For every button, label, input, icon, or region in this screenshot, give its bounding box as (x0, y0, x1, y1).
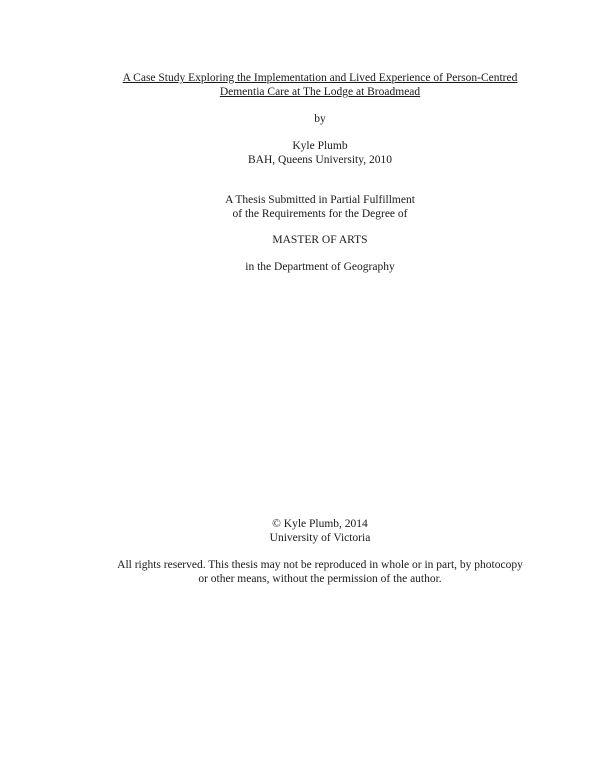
copyright-notice: © Kyle Plumb, 2014 (272, 518, 368, 530)
submission-statement-line-2: of the Requirements for the Degree of (232, 208, 408, 220)
university-name: University of Victoria (269, 532, 371, 544)
degree-name: MASTER OF ARTS (272, 234, 368, 246)
rights-statement-line-1: All rights reserved. This thesis may not be reproduced in whole or in part, by photocopy (117, 559, 523, 571)
prior-degree: BAH, Queens University, 2010 (248, 154, 392, 166)
by-text: by (314, 113, 326, 125)
rights-statement-line-2: or other means, without the permission of the author. (198, 573, 442, 585)
department-name: in the Department of Geography (245, 261, 395, 273)
thesis-title-line-2: Dementia Care at The Lodge at Broadmead (219, 86, 421, 98)
author-name: Kyle Plumb (292, 140, 348, 152)
submission-statement-line-1: A Thesis Submitted in Partial Fulfillment (225, 194, 415, 206)
thesis-title-line-1: A Case Study Exploring the Implementation and Lived Experience of Person-Centred (122, 72, 518, 84)
